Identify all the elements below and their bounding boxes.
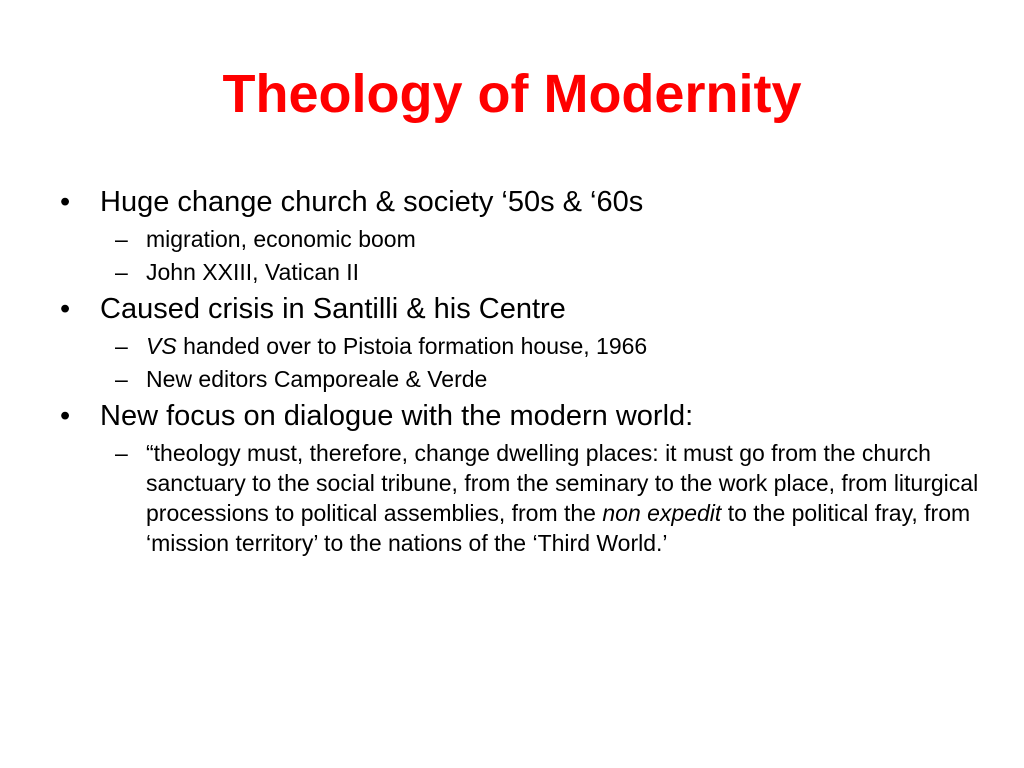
- latin-phrase: non expedit: [602, 500, 722, 526]
- bullet-list: [60, 183, 980, 558]
- sub-list: [100, 438, 980, 558]
- bullet-item: [60, 397, 980, 558]
- quote-item: [100, 438, 980, 558]
- bullet-item: [60, 290, 980, 394]
- sub-text: New editors Camporeale & Verde: [146, 366, 488, 392]
- dash-icon: –: [115, 366, 128, 392]
- journal-abbrev: VS: [146, 333, 177, 359]
- quote-text-start: “theology must, therefore, change dwelling places: it must go from the church sanctuary to the social tribune, from the seminary to the work place, from liturgical processions to political assemblies, from the: [146, 440, 979, 526]
- bullet-text: Caused crisis in Santilli & his Centre: [100, 293, 566, 325]
- bullet-icon: •: [60, 400, 71, 432]
- bullet-item: [60, 183, 980, 287]
- bullet-icon: •: [60, 186, 71, 218]
- slide-title: Theology of Modernity: [222, 64, 802, 124]
- sub-item: [100, 224, 980, 254]
- sub-text: handed over to Pistoia formation house, 1966: [176, 333, 648, 359]
- sub-list: [100, 224, 980, 287]
- dash-icon: –: [115, 259, 128, 285]
- dash-icon: –: [115, 226, 128, 252]
- sub-item: [100, 331, 980, 361]
- sub-item: [100, 364, 980, 394]
- bullet-text: New focus on dialogue with the modern world:: [100, 400, 694, 432]
- dash-icon: –: [115, 440, 128, 466]
- sub-item: [100, 257, 980, 287]
- sub-text: John XXIII, Vatican II: [146, 259, 360, 285]
- bullet-icon: •: [60, 293, 71, 325]
- sub-text: migration, economic boom: [146, 226, 416, 252]
- quote-text-end: to the political fray, from ‘mission territory’ to the nations of the ‘Third World.’: [146, 500, 971, 556]
- dash-icon: –: [115, 333, 128, 359]
- bullet-text: Huge change church & society ‘50s & ‘60s: [100, 186, 644, 218]
- sub-list: [100, 331, 980, 394]
